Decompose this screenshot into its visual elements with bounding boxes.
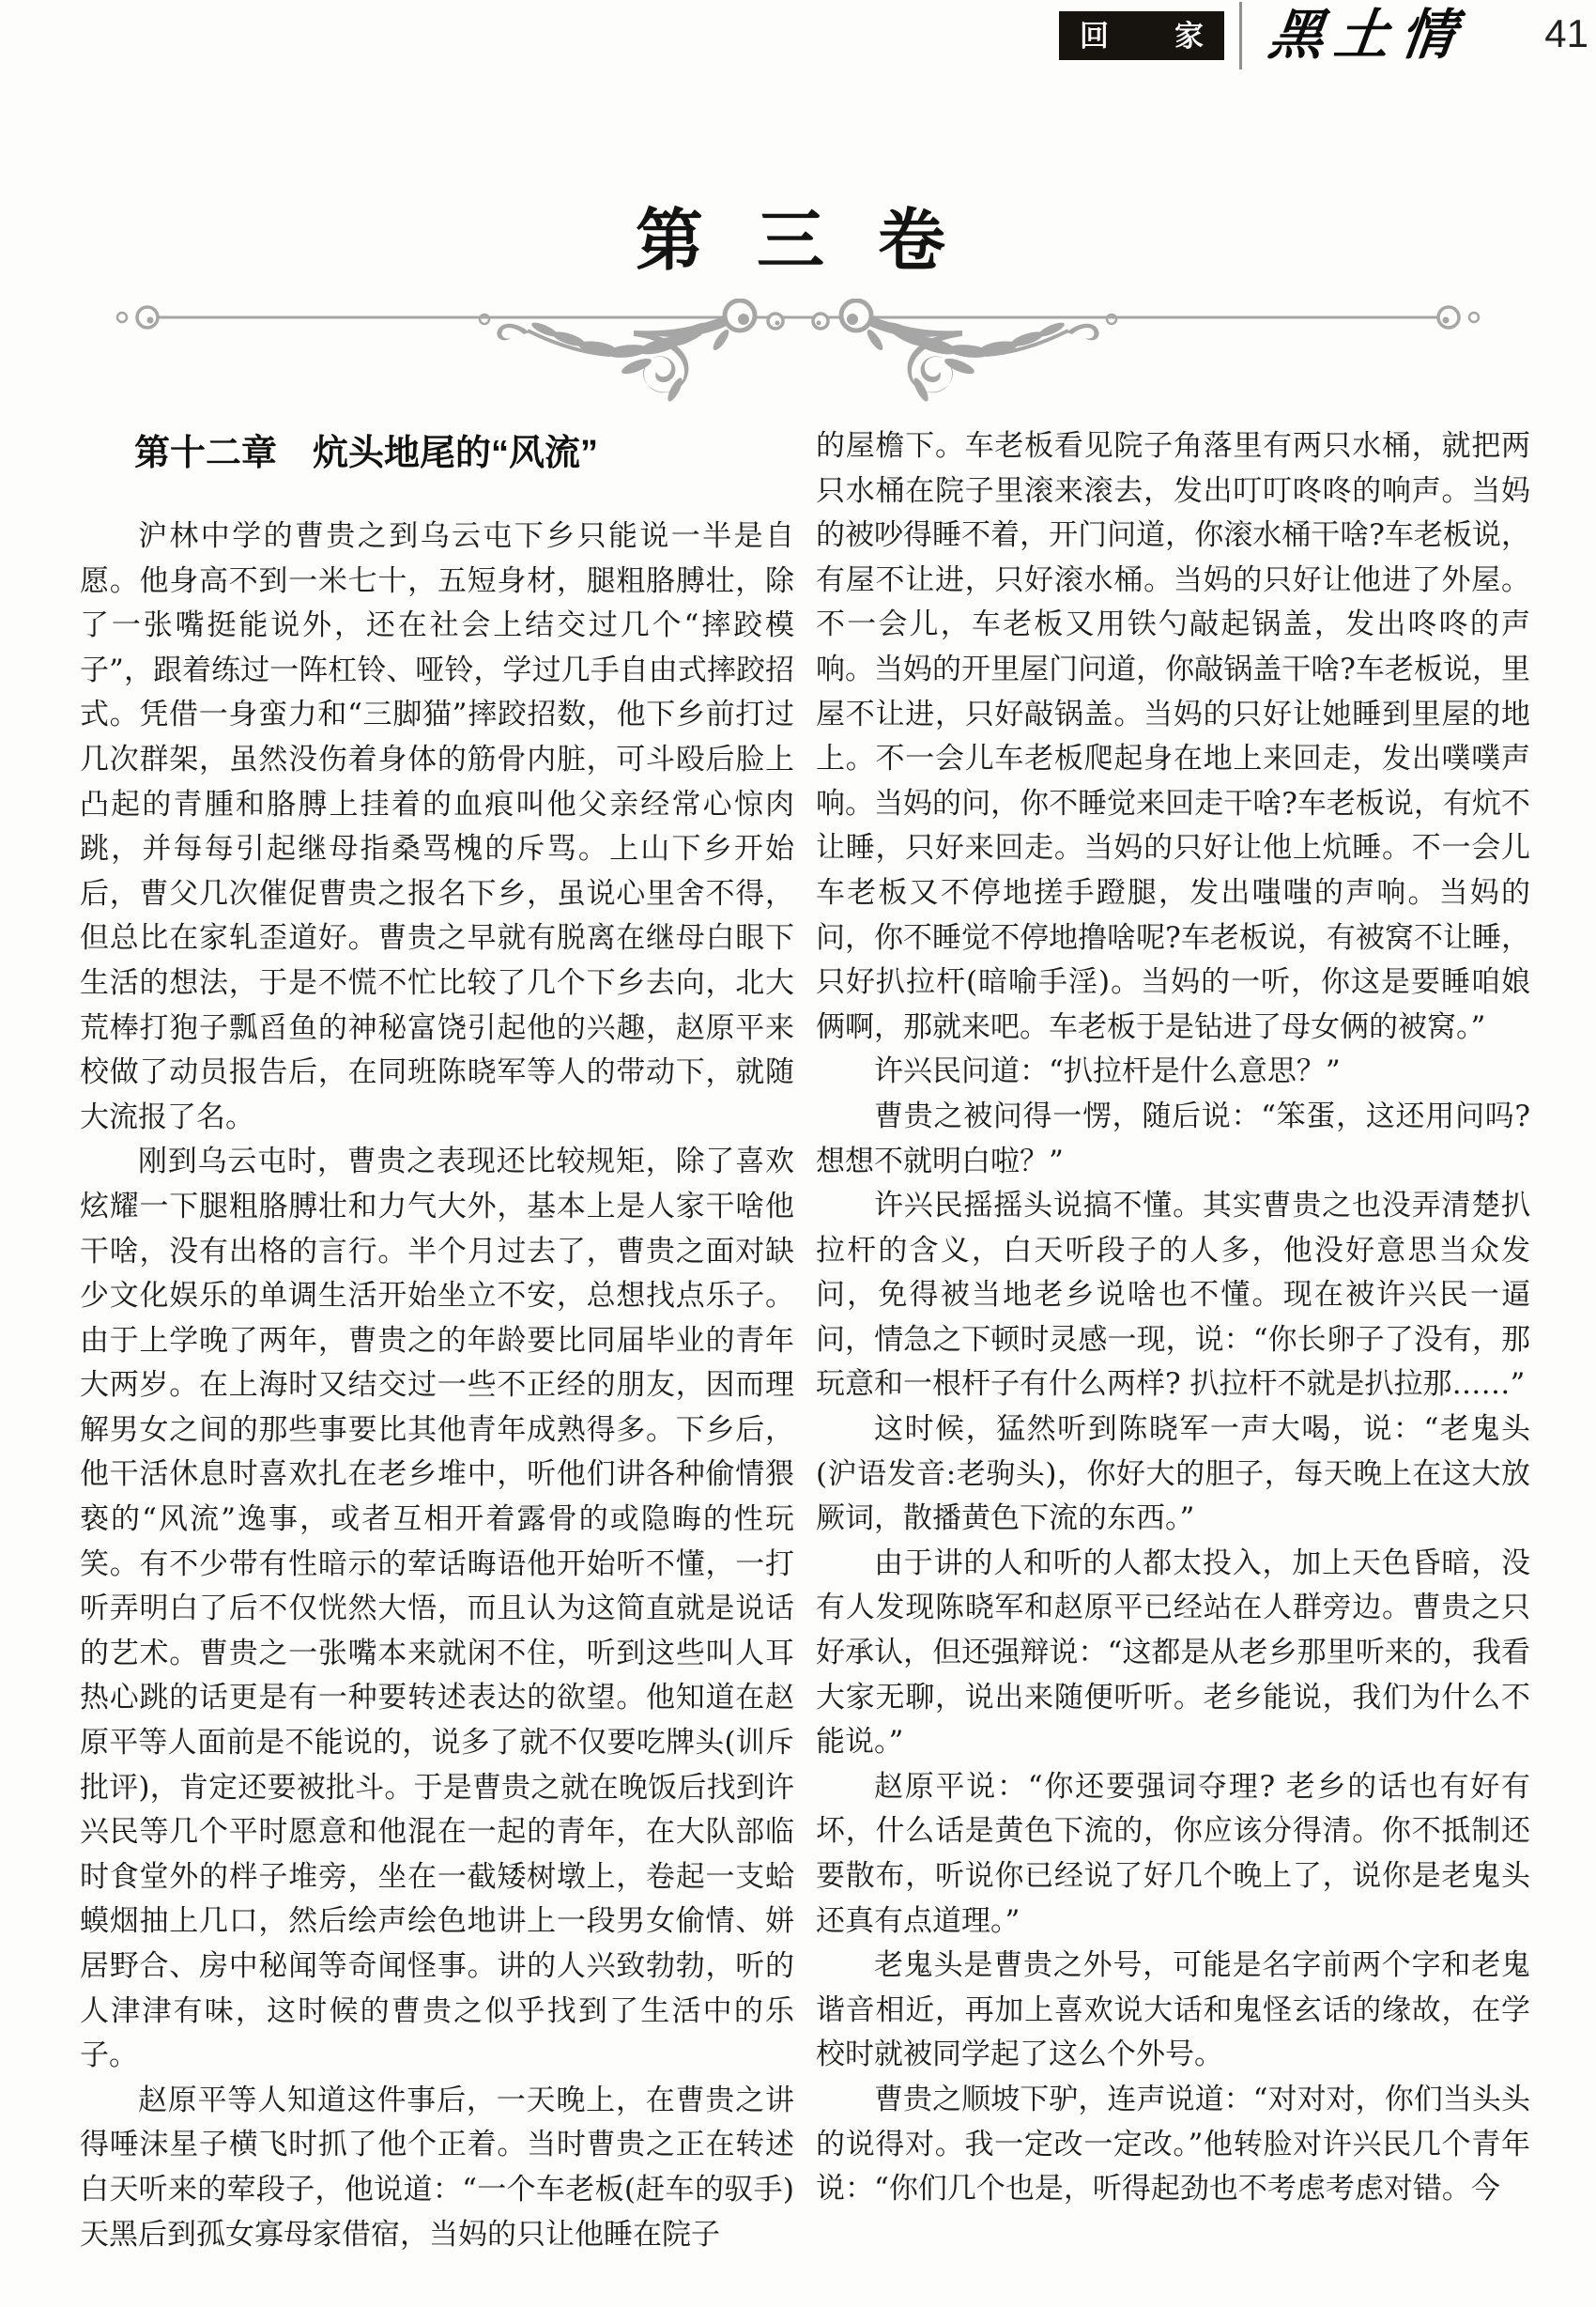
left-column-paragraphs — [80, 515, 794, 2257]
paragraph: 许兴民问道：“扒拉杆是什么意思？” — [874, 1054, 1341, 1089]
ornament-divider — [113, 299, 1483, 404]
volume-title: 第 三 卷 — [635, 200, 961, 280]
header-divider — [1239, 2, 1242, 69]
page-number: 41 — [1544, 11, 1588, 55]
left-column — [80, 424, 794, 2307]
right-column-paragraphs — [816, 424, 1530, 2212]
text-columns — [80, 424, 1530, 2307]
paragraph: 这时候，猛然听到陈晓军一声大喝，说：“老鬼头(沪语发音:老驹头)，你好大的胆子，每天晚上在这大放厥词，散播黄色下流的东西。” — [816, 1412, 1530, 1536]
paragraph: 赵原平等人知道这件事后，一天晚上，在曹贵之讲得唾沫星子横飞时抓了他个正着。当时曹贵之正在转述白天听来的荤段子，他说道：“一个车老板(赶车的驭手)天黑后到孤女寡母家借宿，当妈的只让他睡在院子 — [80, 2083, 794, 2252]
ornament-flourish-right — [864, 314, 1116, 403]
paragraph: 由于讲的人和听的人都太投入，加上天色昏暗，没有人发现陈晓军和赵原平已经站在人群旁边。曹贵之只好承认，但还强辩说：“这都是从老乡那里听来的，我看大家无聊，说出来随便听听。老乡能说，我们为什么不能说。” — [816, 1546, 1530, 1760]
paragraph: 许兴民摇摇头说搞不懂。其实曹贵之也没弄清楚扒拉杆的含义，白天听段子的人多，他没好意思当众发问，免得被当地老乡说啥也不懂。现在被许兴民一逼问，情急之下顿时灵感一现，说：“你长卵子了没有，那玩意和一根杆子有什么两样? 扒拉杆不就是扒拉那……” — [816, 1189, 1530, 1402]
ornament-center — [725, 300, 871, 331]
paragraph: 曹贵之被问得一愣，随后说：“笨蛋，这还用问吗?想想不就明白啦？” — [816, 1099, 1530, 1178]
paragraph: 赵原平说：“你还要强词夺理? 老乡的话也有好有坏，什么话是黄色下流的，你应该分得清。你不抵制还要散布，听说你已经说了好几个晚上了，说你是老鬼头还真有点道理。” — [816, 1769, 1530, 1938]
paragraph: 曹贵之顺坡下驴，连声说道：“对对对，你们当头头的说得对。我一定改一定改。”他转脸对许兴民几个青年说：“你们几个也是，听得起劲也不考虑考虑对错。今 — [816, 2082, 1530, 2207]
paragraph: 刚到乌云屯时，曹贵之表现还比较规矩，除了喜欢炫耀一下腿粗胳膊壮和力气大外，基本上是人家干啥他干啥，没有出格的言行。半个月过去了，曹贵之面对缺少文化娱乐的单调生活开始坐立不安，总想找点乐子。由于上学晚了两年，曹贵之的年龄要比同届毕业的青年大两岁。在上海时又结交过一些不正经的朋友，因而理解男女之间的那些事要比其他青年成熟得多。下乡后，他干活休息时喜欢扎在老乡堆中，听他们讲各种偷情猥亵的“风流”逸事，或者互相开着露骨的或隐晦的性玩笑。有不少带有性暗示的荤话晦语他开始听不懂，一打听弄明白了后不仅恍然大悟，而且认为这简直就是说话的艺术。曹贵之一张嘴本来就闲不住，听到这些叫人耳热心跳的话更是有一种要转述表达的欲望。他知道在赵原平等人面前是不能说的，说多了就不仅要吃牌头(训斥批评)，肯定还要被批斗。于是曹贵之就在晚饭后找到许兴民等几个平时愿意和他混在一起的青年，在大队部临时食堂外的柈子堆旁，坐在一截矮树墩上，卷起一支蛤蟆烟抽上几口，然后绘声绘色地讲上一段男女偷情、姘居野合、房中秘闻等奇闻怪事。讲的人兴致勃勃，听的人津津有味，这时候的曹贵之似乎找到了生活中的乐子。 — [80, 1145, 794, 2073]
section-label-char-2: 家 — [1174, 19, 1204, 53]
magazine-title-calligraphy: 黑土情 — [1265, 3, 1471, 67]
paragraph: 沪林中学的曹贵之到乌云屯下乡只能说一半是自愿。他身高不到一米七十，五短身材，腿粗胳膊壮，除了一张嘴挺能说外，还在社会上结交过几个“摔跤模子”，跟着练过一阵杠铃、哑铃，学过几手自由式摔跤招式。凭借一身蛮力和“三脚猫”摔跤招数，他下乡前打过几次群架，虽然没伤着身体的筋骨内脏，可斗殴后脸上凸起的青腫和胳膊上挂着的血痕叫他父亲经常心惊肉跳，并每每引起继母指桑骂槐的斥骂。上山下乡开始后，曹父几次催促曹贵之报名下乡，虽说心里舍不得，但总比在家轧歪道好。曹贵之早就有脱离在继母白眼下生活的想法，于是不慌不忙比较了几个下乡去向，北大荒棒打狍子瓢舀鱼的神秘富饶引起他的兴趣，赵原平来校做了动员报告后，在同班陈晓军等人的带动下，就随大流报了名。 — [80, 519, 794, 1134]
right-column — [816, 424, 1530, 2307]
section-label-box — [1059, 11, 1224, 60]
ornament-end-right — [1438, 307, 1479, 328]
section-label-char-1: 回 — [1080, 19, 1109, 53]
ornament-end-left — [117, 307, 158, 328]
paragraph: 老鬼头是曹贵之外号，可能是名字前两个字和老鬼谐音相近，再加上喜欢说大话和鬼怪玄话的缘故，在学校时就被同学起了这么个外号。 — [816, 1948, 1530, 2072]
chapter-title: 第十二章 炕头地尾的“风流” — [134, 434, 599, 473]
paragraph: 的屋檐下。车老板看见院子角落里有两只水桶，就把两只水桶在院子里滚来滚去，发出叮叮咚咚的响声。当妈的被吵得睡不着，开门问道，你滚水桶干啥?车老板说，有屋不让进，只好滚水桶。当妈的只好让他进了外屋。不一会儿，车老板又用铁勺敲起锅盖，发出咚咚的声响。当妈的开里屋门问道，你敲锅盖干啥?车老板说，里屋不让进，只好敲锅盖。当妈的只好让她睡到里屋的地上。不一会儿车老板爬起身在地上来回走，发出噗噗声响。当妈的问，你不睡觉来回走干啥?车老板说，有炕不让睡，只好来回走。当妈的只好让他上炕睡。不一会儿车老板又不停地搓手蹬腿，发出嗤嗤的声响。当妈的问，你不睡觉不停地撸啥呢?车老板说，有被窝不让睡，只好扒拉杆(暗喻手淫)。当妈的一听，你这是要睡咱娘俩啊，那就来吧。车老板于是钻进了母女俩的被窝。” — [816, 429, 1530, 1044]
